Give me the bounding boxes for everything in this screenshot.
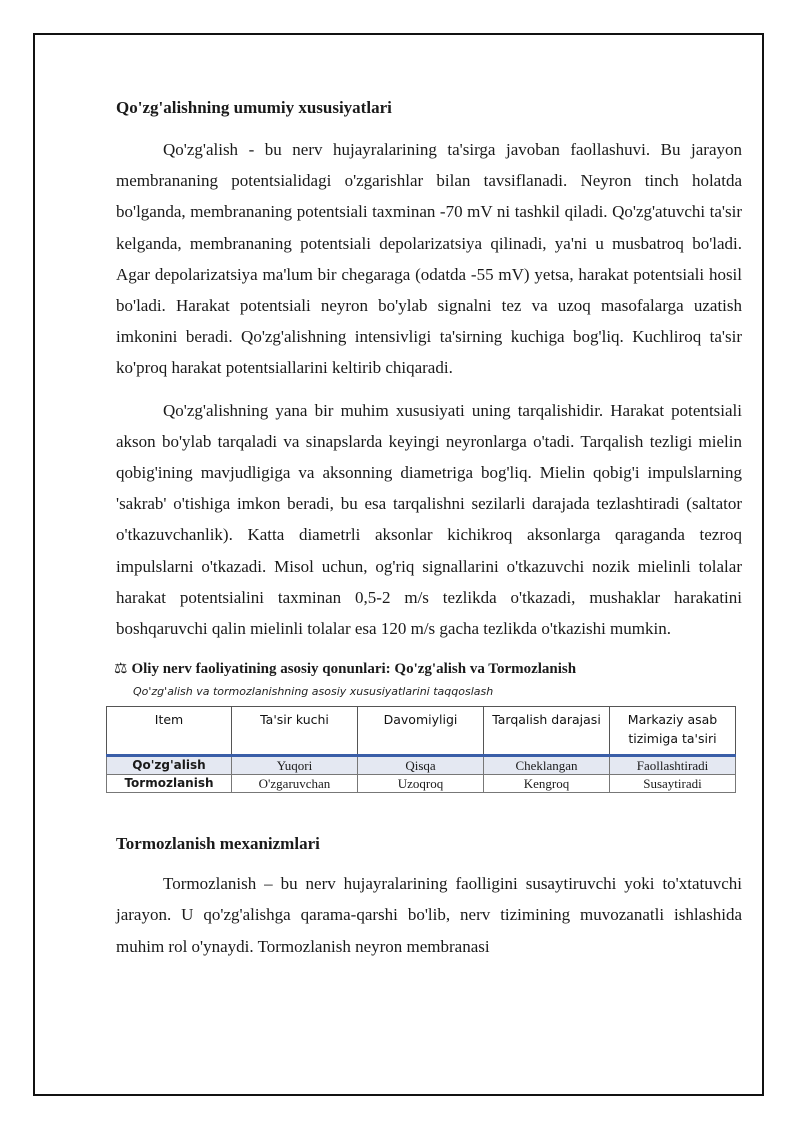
table-heading-text: Oliy nerv faoliyatining asosiy qonunlari: Qo'zg'alish va Tormozlanish [131, 661, 577, 678]
document-body [116, 96, 742, 973]
scale-icon: ⚖ [114, 661, 128, 678]
table-cell: Cheklangan [484, 756, 610, 775]
table-cell: Susaytiradi [610, 775, 736, 793]
table-cell: O'zgaruvchan [232, 775, 358, 793]
table-cell: Kengroq [484, 775, 610, 793]
row-label-excitation: Qo'zg'alish [107, 756, 232, 775]
table-cell: Faollashtiradi [610, 756, 736, 775]
section-title-excitation: Qo'zg'alishning umumiy xususiyatlari [116, 98, 392, 117]
section-title-inhibition: Tormozlanish mexanizmlari [116, 834, 320, 854]
column-header-impact-strength: Ta'sir kuchi [232, 707, 358, 756]
table-cell: Uzoqroq [358, 775, 484, 793]
table-heading [114, 659, 742, 679]
column-header-item: Item [107, 707, 232, 756]
table-caption: Qo'zg'alish va tormozlanishning asosiy xususiyatlarini taqqoslash [133, 685, 494, 699]
table-header-row [107, 707, 736, 756]
column-header-spread-level: Tarqalish darajasi [484, 707, 610, 756]
table-row [107, 775, 736, 793]
table-cell: Qisqa [358, 756, 484, 775]
paragraph-excitation-1: Qo'zg'alish - bu nerv hujayralarining ta'sirga javoban faollashuvi. Bu jarayon membrananing potentsialidagi o'zgarishlar bilan tavsiflanadi. Neyron tinch holatda bo'lganda, membrananing potentsiali taxminan -70 mV ni tashkil qiladi. Qo'zg'atuvchi ta'sir kelganda, membrananing potentsiali depolarizatsiya qilinadi, ya'ni u musbatroq bo'ladi. Agar depolarizatsiya ma'lum bir chegaraga (odatda -55 mV) yetsa, harakat potentsiali hosil bo'ladi. Harakat potentsiali neyron bo'ylab signalni tez va uzoq masofalarga uzatish imkonini beradi. Qo'zg'alishning intensivligi ta'sirning kuchiga bog'liq. Kuchliroq ta'sir ko'proq harakat potentsiallarini keltirib chiqaradi. [116, 140, 742, 378]
table-row [107, 756, 736, 775]
paragraph-inhibition-1: Tormozlanish – bu nerv hujayralarining faolligini susaytiruvchi yoki to'xtatuvchi jarayon. U qo'zg'alishga qarama-qarshi bo'lib, nerv tizimining muvozanatli ishlashida muhim rol o'ynaydi. Tormozlanish neyron membranasi [116, 874, 742, 956]
paragraph-excitation-2: Qo'zg'alishning yana bir muhim xususiyati uning tarqalishidir. Harakat potentsiali akson bo'ylab tarqaladi va sinapslarda keyingi neyronlarga o'tadi. Tarqalish tezligi mielin qobig'ining mavjudligiga va aksonning diametriga bog'liq. Mielin qobig'i impulslarning 'sakrab' o'tishiga imkon beradi, bu esa tarqalishni sezilarli darajada tezlashtiradi (saltator o'tkazuvchanlik). Katta diametrli aksonlar kichikroq aksonlarga qaraganda tezroq impulslarni o'tkazadi. Misol uchun, og'riq signallarini o'tkazuvchi nozik mielinli tolalar harakat potentsialini taxminan 0,5-2 m/s tezlikda o'tkazadi, mushaklar harakatini boshqaruvchi qalin mielinli tolalar esa 120 m/s gacha tezlikda o'tkazishi mumkin. [116, 400, 742, 639]
column-header-duration: Davomiyligi [358, 707, 484, 756]
column-header-cns-effect: Markaziy asab tizimiga ta'siri [610, 707, 736, 756]
table-cell: Yuqori [232, 756, 358, 775]
comparison-table [106, 706, 736, 793]
row-label-inhibition: Tormozlanish [107, 775, 232, 793]
